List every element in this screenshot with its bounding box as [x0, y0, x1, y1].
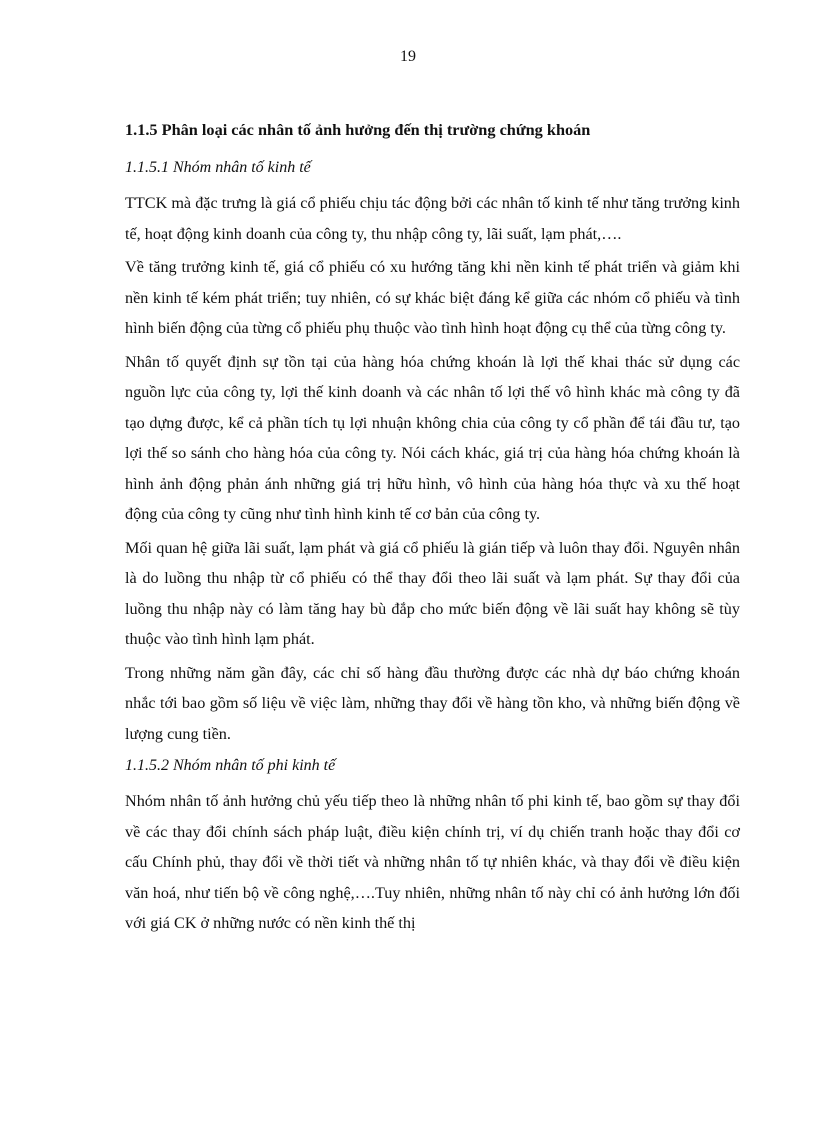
paragraph: TTCK mà đặc trưng là giá cổ phiếu chịu tác động bởi các nhân tố kinh tế như tăng trưởng kinh tế, hoạt động kinh doanh của công ty, thu nhập công ty, lãi suất, lạm phát,….	[125, 194, 740, 243]
paragraph: Nhóm nhân tố ảnh hưởng chủ yếu tiếp theo là những nhân tố phi kinh tế, bao gồm sự thay đổi về các thay đổi chính sách pháp luật, điều kiện chính trị, ví dụ chiến tranh hoặc thay đổi cơ cấu Chính phủ, thay đổi về thời tiết và những nhân tố tự nhiên khác, và thay đổi về điều kiện văn hoá, như tiến bộ về công nghệ,….Tuy nhiên, những nhân tố này chỉ có ảnh hưởng lớn đối với giá CK ở những nước có nền kinh thế thị	[125, 792, 740, 932]
section-heading: 1.1.5 Phân loại các nhân tố ảnh hưởng đến thị trường chứng khoán	[125, 120, 591, 139]
document-body	[125, 118, 740, 942]
page-number: 19	[400, 48, 416, 65]
paragraph: Nhân tố quyết định sự tồn tại của hàng hóa chứng khoán là lợi thế khai thác sử dụng các nguồn lực của công ty, lợi thế kinh doanh và các nhân tố lợi thế vô hình khác mà công ty đã tạo dựng được, kể cả phần tích tụ lợi nhuận không chia của công ty cổ phần để tái đầu tư, tạo lợi thế so sánh cho hàng hóa của công ty. Nói cách khác, giá trị của hàng hóa chứng khoán là hình ảnh động phản ánh những giá trị hữu hình, vô hình của hàng hóa thực và xu thế hoạt động của công ty cũng như tình hình kinh tế cơ bản của công ty.	[125, 352, 740, 523]
subsection-heading-economic: 1.1.5.1 Nhóm nhân tố kinh tế	[125, 159, 311, 176]
subsection-heading-non-economic: 1.1.5.2 Nhóm nhân tố phi kinh tế	[125, 757, 336, 774]
paragraph: Trong những năm gần đây, các chỉ số hàng đầu thường được các nhà dự báo chứng khoán nhắc tới bao gồm số liệu về việc làm, những thay đổi về hàng tồn kho, và những biến động về lượng cung tiền.	[125, 663, 740, 743]
paragraph: Về tăng trưởng kinh tế, giá cổ phiếu có xu hướng tăng khi nền kinh tế phát triển và giảm khi nền kinh tế kém phát triển; tuy nhiên, có sự khác biệt đáng kể giữa các nhóm cổ phiếu và tình hình biến động của từng cổ phiếu phụ thuộc vào tình hình hoạt động cụ thể của từng công ty.	[125, 258, 740, 337]
paragraph: Mối quan hệ giữa lãi suất, lạm phát và giá cổ phiếu là gián tiếp và luôn thay đổi. Nguyên nhân là do luồng thu nhập từ cổ phiếu có thể thay đổi theo lãi suất và lạm phát. Sự thay đổi của luồng thu nhập này có làm tăng hay bù đắp cho mức biến động về lãi suất hay không sẽ tùy thuộc vào tình hình lạm phát.	[125, 538, 740, 648]
